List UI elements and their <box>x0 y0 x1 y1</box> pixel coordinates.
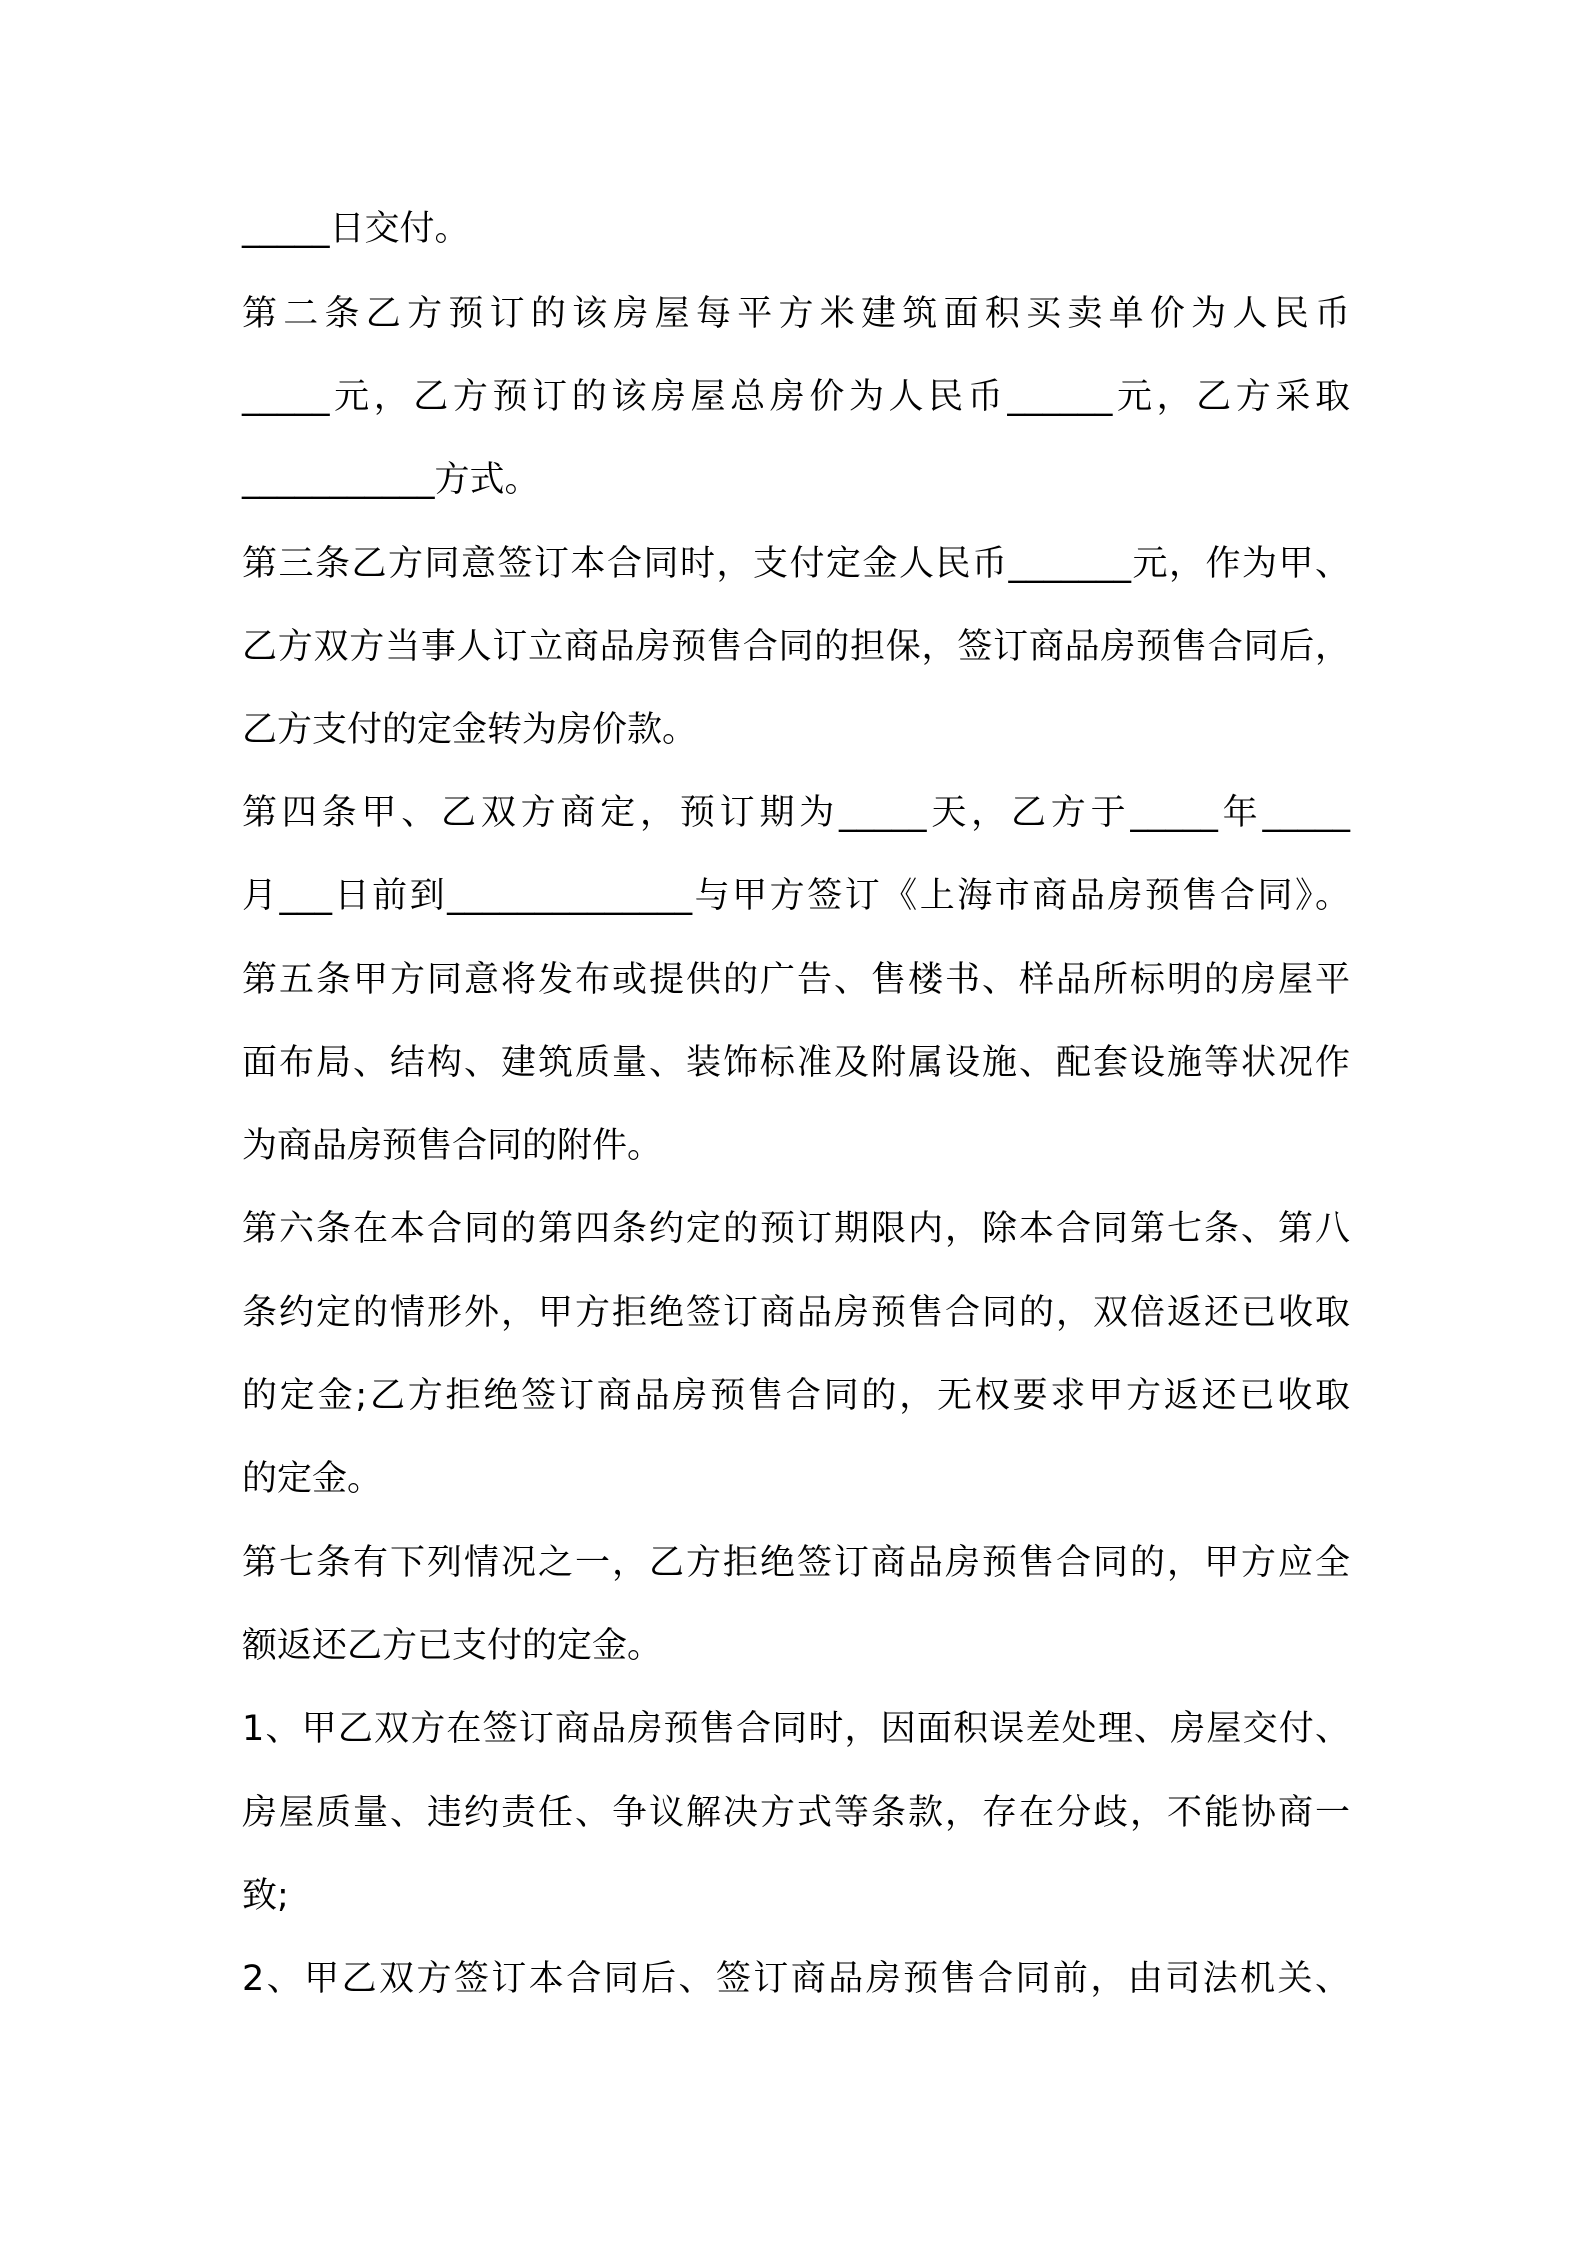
text-line-6: 乙方双方当事人订立商品房预售合同的担保，签订商品房预售合同后， <box>242 627 1350 667</box>
text-line-11: 面布局、结构、建筑质量、装饰标准及附属设施、配套设施等状况作 <box>242 1043 1350 1083</box>
text-line-3: _____元，乙方预订的该房屋总房价为人民币______元，乙方采取 <box>242 377 1350 417</box>
text-line-2: 第二条乙方预订的该房屋每平方米建筑面积买卖单价为人民币 <box>242 294 1350 334</box>
text-line-15: 的定金;乙方拒绝签订商品房预售合同的，无权要求甲方返还已收取 <box>242 1376 1350 1416</box>
text-line-16: 的定金。 <box>242 1459 383 1499</box>
text-line-18: 额返还乙方已支付的定金。 <box>242 1626 663 1666</box>
text-line-21: 致; <box>242 1876 289 1916</box>
text-line-14: 条约定的情形外，甲方拒绝签订商品房预售合同的，双倍返还已收取 <box>242 1293 1350 1333</box>
text-line-8: 第四条甲、乙双方商定，预订期为_____天，乙方于_____年_____ <box>242 793 1350 833</box>
text-line-13: 第六条在本合同的第四条约定的预订期限内，除本合同第七条、第八 <box>242 1209 1350 1249</box>
text-line-17: 第七条有下列情况之一，乙方拒绝签订商品房预售合同的，甲方应全 <box>242 1543 1350 1583</box>
text-line-19: 1、甲乙双方在签订商品房预售合同时，因面积误差处理、房屋交付、 <box>242 1709 1350 1749</box>
text-line-22: 2、甲乙双方签订本合同后、签订商品房预售合同前，由司法机关、 <box>242 1959 1350 1999</box>
text-line-20: 房屋质量、违约责任、争议解决方式等条款，存在分歧，不能协商一 <box>242 1793 1350 1833</box>
text-line-10: 第五条甲方同意将发布或提供的广告、售楼书、样品所标明的房屋平 <box>242 960 1350 1000</box>
text-line-7: 乙方支付的定金转为房价款。 <box>242 710 698 750</box>
text-line-9: 月___日前到______________与甲方签订《上海市商品房预售合同》。 <box>242 876 1350 916</box>
text-line-1: _____日交付。 <box>242 209 470 249</box>
text-line-4: ___________方式。 <box>242 460 540 500</box>
text-line-12: 为商品房预售合同的附件。 <box>242 1126 663 1166</box>
text-line-5: 第三条乙方同意签订本合同时，支付定金人民币_______元，作为甲、 <box>242 544 1350 584</box>
